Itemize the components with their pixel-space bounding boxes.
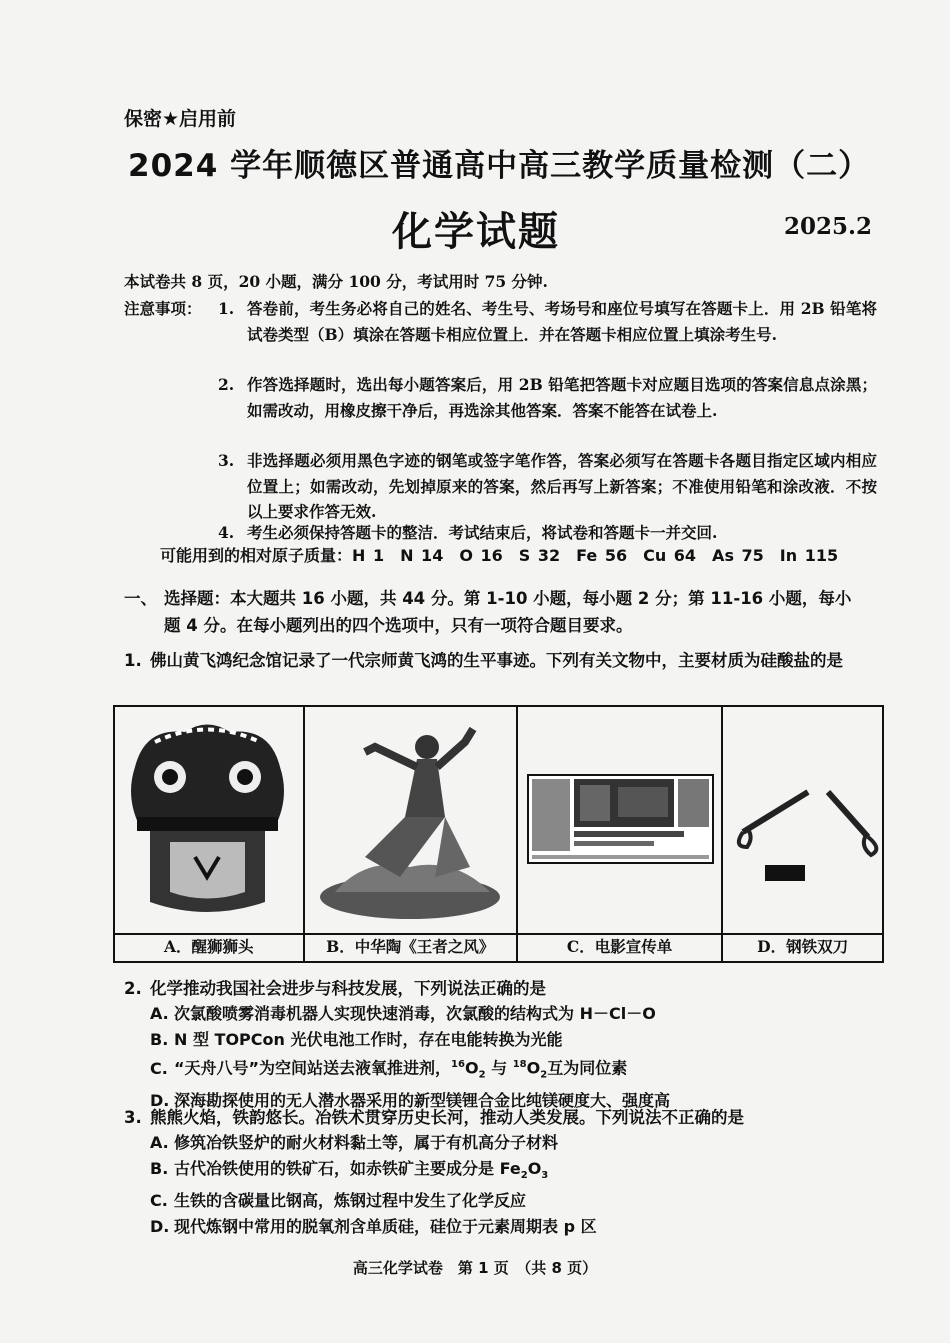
page-footer: 高三化学试卷 第 1 页 （共 8 页） <box>352 1259 598 1277</box>
option-d: D. 现代炼钢中常用的脱氧剂含单质硅，硅位于元素周期表 p 区 <box>150 1216 597 1236</box>
statue-image <box>305 707 514 933</box>
option-a: A. 修筑冶铁竖炉的耐火材料黏土等，属于有机高分子材料 <box>150 1133 559 1152</box>
note-item: 1. 答卷前，考生务必将自己的姓名、考生号、考场号和座位号填写在答题卡上．用 2B 铅笔将试卷类型（B）填涂在答题卡相应位置上．并在答题卡相应位置上填涂考生号. <box>218 299 877 344</box>
question-2: 2. 化学推动我国社会进步与科技发展，下列说法正确的是 <box>124 979 546 998</box>
note-item: 2. 作答选择题时，选出每小题答案后，用 2B 铅笔把答题卡对应题目选项的答案信息点涂黑；如需改动，用橡皮擦干净后，再选涂其他答案．答案不能答在试卷上. <box>218 375 877 420</box>
option-a-caption: A．醒狮狮头 <box>115 933 303 961</box>
exam-info: 本试卷共 8 页，20 小题，满分 100 分，考试用时 75 分钟. <box>124 272 548 291</box>
option-c-cell <box>518 707 723 961</box>
subject-title: 化学试题 <box>392 209 560 255</box>
question-1: 1. 佛山黄飞鸿纪念馆记录了一代宗师黄飞鸿的生平事迹。下列有关文物中，主要材质为硅酸盐的是 <box>124 651 843 670</box>
movie-poster-image <box>518 707 719 933</box>
option-a: A. 次氯酸喷雾消毒机器人实现快速消毒，次氯酸的结构式为 H－Cl－O <box>150 1004 656 1023</box>
atomic-masses: 可能用到的相对原子质量：H 1 N 14 O 16 S 32 Fe 56 Cu 64 As 75 In 115 <box>160 546 839 565</box>
question-2-options <box>150 1001 670 1114</box>
option-c: C. 生铁的含碳量比钢高，炼钢过程中发生了化学反应 <box>150 1191 527 1211</box>
option-d: D. 深海勘探使用的无人潜水器采用的新型镁锂合金比纯镁硬度大、强度高 <box>150 1091 671 1111</box>
section-heading: 一、 选择题：本大题共 16 小题，共 44 分。第 1-10 小题，每小题 2 分；第 11-16 小题，每小题 4 分。在每小题列出的四个选项中，只有一项符合题目要求。 <box>124 589 852 635</box>
option-b: B. N 型 TOPCon 光伏电池工作时，存在电能转换为光能 <box>150 1029 563 1049</box>
exam-date: 2025.2 <box>784 213 873 240</box>
option-c-caption: C．电影宣传单 <box>518 933 721 961</box>
lion-head-image <box>115 707 300 933</box>
option-c: C. “天舟八号”为空间站送去液氧推进剂，$^{16}O_2$ 与 $^{18}O_2$互为同位素 <box>150 1058 628 1081</box>
note-item: 3. 非选择题必须用黑色字迹的钢笔或签字笔作答，答案必须写在答题卡各题目指定区域内相应位置上；如需改动，先划掉原来的答案，然后再写上新答案；不准使用铅笔和涂改液．不按以上要求作答无效. <box>218 451 877 521</box>
notes-label: 注意事项： <box>124 299 202 318</box>
exam-title: 2024 学年顺德区普通高中高三教学质量检测（二） <box>128 148 871 184</box>
note-item: 4. 考生必须保持答题卡的整洁．考试结束后，将试卷和答题卡一并交回. <box>218 523 718 542</box>
question-3: 3. 熊熊火焰，铁韵悠长。冶铁术贯穿历史长河，推动人类发展。下列说法不正确的是 <box>124 1108 744 1127</box>
option-b-caption: B．中华陶《王者之风》 <box>305 933 516 961</box>
question-3-options <box>150 1130 597 1240</box>
option-d-caption: D．钢铁双刀 <box>723 933 882 961</box>
option-d-cell <box>723 707 882 961</box>
confidential-label: 保密★启用前 <box>124 108 237 130</box>
option-b: B. 古代冶铁使用的铁矿石，如赤铁矿主要成分是 $Fe_2O_3$ <box>150 1158 549 1181</box>
swords-image <box>723 707 883 933</box>
option-b-cell <box>305 707 518 961</box>
question-1-figure <box>113 705 884 963</box>
option-a-cell <box>115 707 305 961</box>
